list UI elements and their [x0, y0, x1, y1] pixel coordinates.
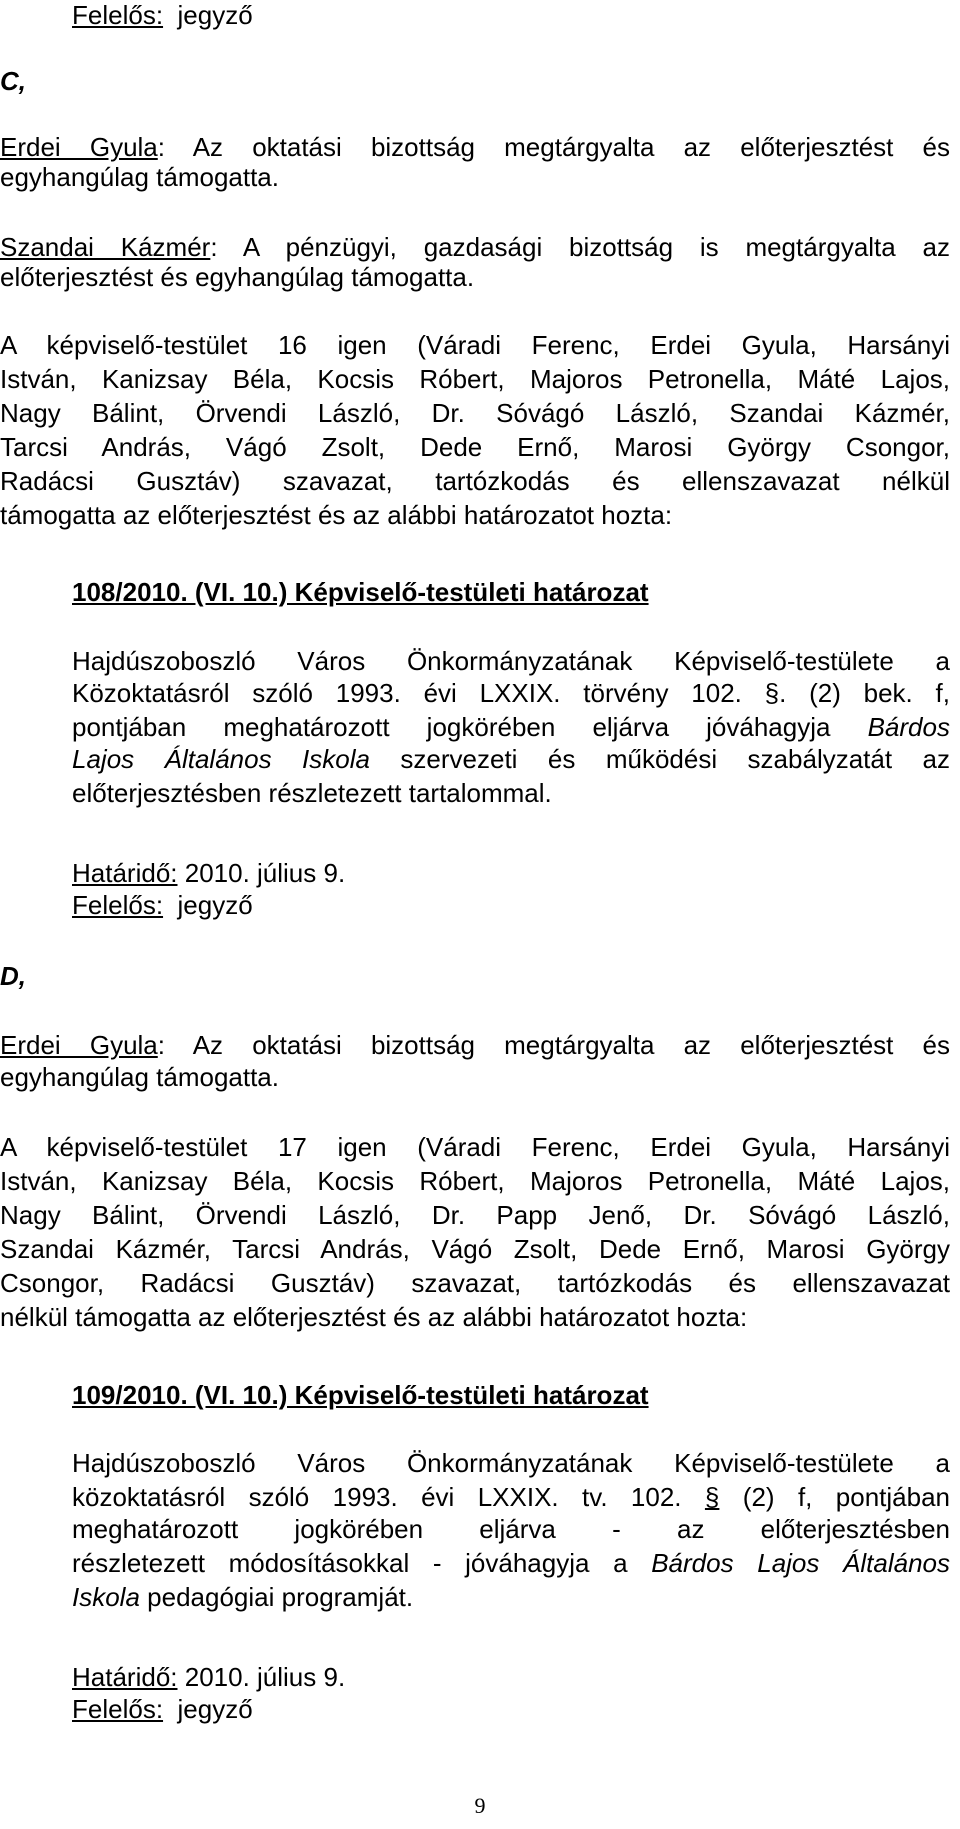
section-d-vote-line: Szandai Kázmér, Tarcsi András, Vágó Zsolt, Dede Ernő, Marosi György: [0, 1234, 950, 1264]
section-c-opinion1-line2: egyhangúlag támogatta.: [0, 162, 279, 192]
section-c-opinion2-line2: előterjesztést és egyhangúlag támogatta.: [0, 262, 475, 292]
resolution-108-responsible: [72, 890, 253, 920]
resolution-108-line5: előterjesztésben részletezett tartalommal.: [72, 778, 552, 808]
resolution-109-responsible: [72, 1694, 253, 1724]
section-d-opinion1-line1: Erdei Gyula: Az oktatási bizottság megtárgyalta az előterjesztést és: [0, 1030, 950, 1060]
responsible-value: jegyző: [177, 0, 253, 30]
section-d-vote-line: A képviselő-testület 17 igen (Váradi Ferenc, Erdei Gyula, Harsányi: [0, 1132, 950, 1162]
section-d-letter: D,: [0, 961, 26, 991]
section-c-vote-line: Nagy Bálint, Örvendi László, Dr. Sóvágó László, Szandai Kázmér,: [0, 398, 950, 428]
section-d-vote-line: Nagy Bálint, Örvendi László, Dr. Papp Jenő, Dr. Sóvágó László,: [0, 1200, 950, 1230]
section-d-vote-line: István, Kanizsay Béla, Kocsis Róbert, Majoros Petronella, Máté Lajos,: [0, 1166, 950, 1196]
section-c-opinion1-line1: Erdei Gyula: Az oktatási bizottság megtárgyalta az előterjesztést és: [0, 132, 950, 162]
resolution-108-deadline: [72, 858, 345, 888]
section-c-vote-line: támogatta az előterjesztést és az alábbi határozatot hozta:: [0, 500, 673, 530]
resolution-108-line2: Közoktatásról szóló 1993. évi LXXIX. törvény 102. §. (2) bek. f,: [72, 678, 950, 708]
resolution-108-line1: Hajdúszoboszló Város Önkormányzatának Képviselő-testülete a: [72, 646, 950, 676]
resolution-109-title: 109/2010. (VI. 10.) Képviselő-testületi határozat: [72, 1380, 649, 1410]
deadline-value: 2010. július 9.: [184, 1662, 346, 1692]
section-c-vote-line: Radácsi Gusztáv) szavazat, tartózkodás és ellenszavazat nélkül: [0, 466, 950, 496]
responsible-value: jegyző: [177, 890, 253, 920]
section-c-vote-line: István, Kanizsay Béla, Kocsis Róbert, Majoros Petronella, Máté Lajos,: [0, 364, 950, 394]
speaker-name: Erdei Gyula: [0, 1030, 158, 1060]
section-d-vote-line: Csongor, Radácsi Gusztáv) szavazat, tartózkodás és ellenszavazat: [0, 1268, 950, 1298]
responsible-value: jegyző: [177, 1694, 253, 1724]
deadline-label: Határidő:: [72, 858, 178, 888]
responsible-label: Felelős:: [72, 1694, 164, 1724]
responsible-label: Felelős:: [72, 0, 164, 30]
deadline-label: Határidő:: [72, 1662, 178, 1692]
resolution-109-line3: meghatározott jogkörében eljárva - az előterjesztésben: [72, 1514, 950, 1544]
resolution-108-line4: Lajos Általános Iskola szervezeti és működési szabályzatát az: [72, 744, 951, 774]
top-responsible-line: [72, 0, 253, 30]
resolution-109-line1: Hajdúszoboszló Város Önkormányzatának Képviselő-testülete a: [72, 1448, 950, 1478]
deadline-value: 2010. július 9.: [184, 858, 346, 888]
section-c-opinion2-line1: Szandai Kázmér: A pénzügyi, gazdasági bizottság is megtárgyalta az: [0, 232, 950, 262]
section-sign: §: [704, 1482, 720, 1512]
page-number: 9: [474, 1793, 486, 1818]
resolution-109-line5: Iskola pedagógiai programját.: [72, 1582, 414, 1612]
resolution-109-line2: közoktatásról szóló 1993. évi LXXIX. tv. 102. § (2) f, pontjában: [72, 1482, 950, 1512]
speaker-name: Szandai Kázmér: [0, 232, 211, 262]
resolution-109-line4: részletezett módosításokkal - jóváhagyja a Bárdos Lajos Általános: [72, 1548, 950, 1578]
section-c-letter: C,: [0, 66, 26, 96]
resolution-108-line3: pontjában meghatározott jogkörében eljárva jóváhagyja Bárdos: [72, 712, 950, 742]
section-d-vote-line: nélkül támogatta az előterjesztést és az alábbi határozatot hozta:: [0, 1302, 748, 1332]
section-c-vote-line: A képviselő-testület 16 igen (Váradi Ferenc, Erdei Gyula, Harsányi: [0, 330, 950, 360]
speaker-name: Erdei Gyula: [0, 132, 158, 162]
resolution-109-deadline: [72, 1662, 345, 1692]
section-c-vote-line: Tarcsi András, Vágó Zsolt, Dede Ernő, Marosi György Csongor,: [0, 432, 950, 462]
section-d-opinion1-line2: egyhangúlag támogatta.: [0, 1062, 279, 1092]
responsible-label: Felelős:: [72, 890, 164, 920]
resolution-108-title: 108/2010. (VI. 10.) Képviselő-testületi határozat: [72, 577, 649, 607]
